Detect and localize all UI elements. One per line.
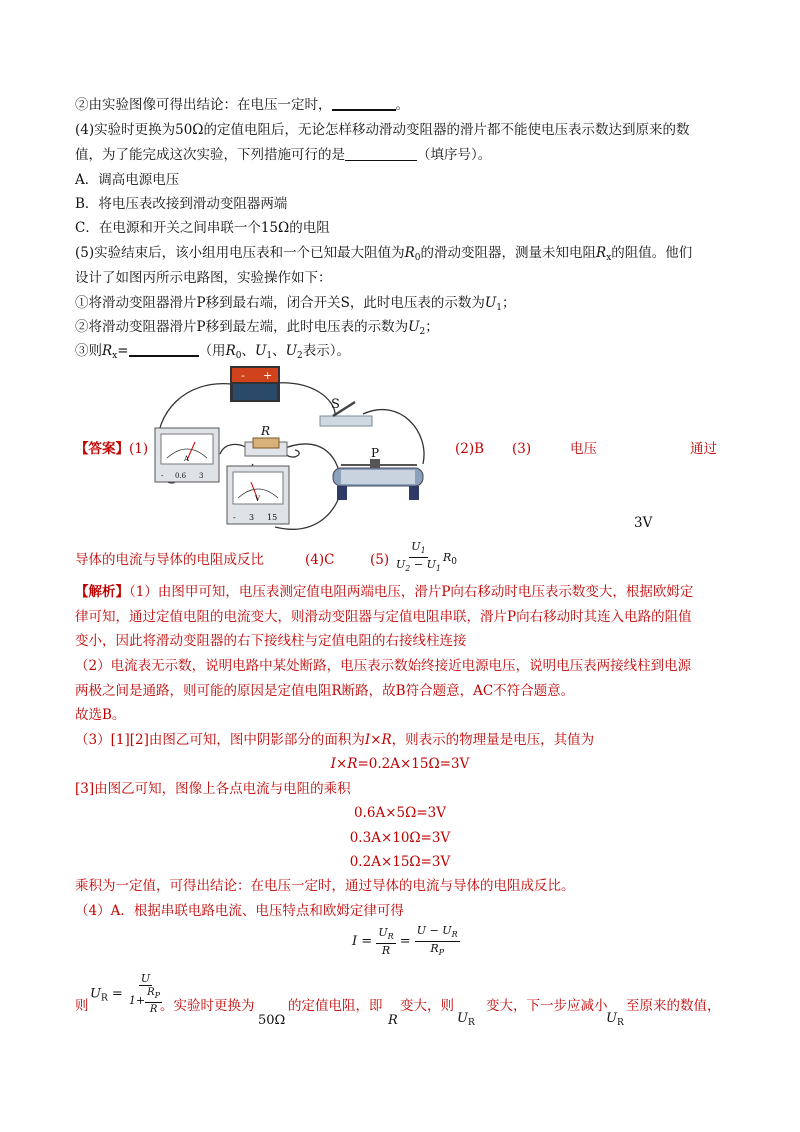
answer-part3: (3) <box>512 441 532 457</box>
voltmeter-tick: 15 <box>267 513 278 522</box>
ammeter-letter: A <box>184 455 190 463</box>
symbol-ur: $U_R$ <box>606 1011 624 1028</box>
answer-part2: (2)B <box>455 441 485 457</box>
battery-plus: + <box>263 369 273 382</box>
analysis-line4: （2）电流表无示数，说明电路中某处断路，电压表示数始终接近电源电压，说明电压表两接线柱到电源 <box>75 658 692 674</box>
symbol-u2: U <box>408 319 420 335</box>
step-text: （用 <box>198 343 226 359</box>
step-text: ③则 <box>75 343 102 359</box>
answer-blank[interactable] <box>332 109 396 111</box>
voltmeter-icon <box>227 466 289 524</box>
q5-step2 <box>75 318 439 341</box>
battery-icon <box>230 366 280 402</box>
answer-line <box>75 440 148 458</box>
q3-conclusion-line <box>75 96 409 114</box>
equation-3: 0.3A×10Ω=3V <box>349 830 451 846</box>
rheostat-icon <box>333 446 423 500</box>
answer-blank[interactable] <box>129 355 199 357</box>
analysis-line2: 律可知，通过定值电阻的电流变大，则滑动变阻器与定值电阻串联，滑片P向右移动时其连入电路的阻值 <box>75 609 692 625</box>
answer-through: 通过 <box>690 441 717 457</box>
switch-icon <box>320 397 372 426</box>
symbol-sub: x <box>112 351 118 361</box>
fraction: $\frac{U_1}{U_2 - U_1}$ <box>396 540 441 573</box>
q4-line2-tail: （填序号）。 <box>417 147 492 163</box>
analysis-line11-b: 。实验时更换为 <box>160 998 255 1014</box>
step-text: ①将滑动变阻器滑片P移到最右端，闭合开关S，此时电压表的示数为 <box>75 295 485 311</box>
q4-option-b: B．将电压表改接到滑动变阻器两端 <box>75 196 288 212</box>
analysis-line9: 乘积为一定值，可得出结论：在电压一定时，通过导体的电流与导体的电阻成反比。 <box>75 878 575 894</box>
analysis-text: （3）[1][2]由图乙可知，图中阴影部分的面积为 <box>75 732 365 748</box>
symbol-sub: 1 <box>496 303 502 313</box>
symbol-u2: U <box>285 343 297 359</box>
equation-2: 0.6A×5Ω=3V <box>354 805 446 821</box>
slider-label: P <box>371 446 380 460</box>
q5-step1 <box>75 294 515 317</box>
formula-ohm: I = $\frac{U_R}{R}$ = $\frac{U - U_R}{R_P}$ <box>352 924 458 957</box>
q4-line1: (4)实验时更换为50Ω的定值电阻后，无论怎样移动滑动变阻器的滑片都不能使电压表示数达到原来的数 <box>75 122 690 138</box>
voltmeter-tick: 3 <box>249 513 255 522</box>
ammeter-tick: - <box>161 472 164 480</box>
analysis-line11-f: 至原来的数值， <box>626 998 721 1014</box>
ammeter-tick: 3 <box>199 472 204 480</box>
analysis-line5: 两极之间是通路，则可能的原因是定值电阻R断路，故B符合题意，AC不符合题意。 <box>75 683 575 699</box>
q5-line1 <box>75 244 692 267</box>
voltmeter-letter: V <box>255 495 261 503</box>
answer-part1: (1) <box>129 441 149 457</box>
symbol-sub: 1 <box>420 546 426 555</box>
symbol-sub: 1 <box>435 564 441 573</box>
symbol-sub: 2 <box>419 327 426 337</box>
symbol-r0: R <box>404 245 415 261</box>
circuit-figure <box>145 362 445 532</box>
symbol-sub: 0 <box>235 351 242 361</box>
answer-part4: (4)C <box>305 552 335 568</box>
step-text: 表示）。 <box>302 343 350 359</box>
analysis-line10: （4）A．根据串联电路电流、电压特点和欧姆定律可得 <box>75 903 404 919</box>
equation-4: 0.2A×15Ω=3V <box>349 854 451 870</box>
q4-option-a: A．调高电源电压 <box>75 172 180 188</box>
symbol-u2: U <box>396 558 406 571</box>
analysis-line6: 故选B。 <box>75 707 126 723</box>
q5-text: 的阻值。他们 <box>611 245 693 261</box>
q5-text: (5)实验结束后，该小组用电压表和一个已知最大阻值为 <box>75 245 405 261</box>
step-text: ； <box>425 319 439 335</box>
formula-ur: $U_R$ = U 1+ $\frac{R_P}{R}$ <box>90 972 161 1015</box>
symbol-r: R <box>388 1013 398 1028</box>
q5-line2: 设计了如图丙所示电路图，实验操作如下： <box>75 270 332 286</box>
battery-minus: - <box>241 369 245 382</box>
switch-label: S <box>331 397 340 412</box>
symbol-sub: 2 <box>405 564 411 573</box>
analysis-line7: （3）[1][2]由图乙可知，图中阴影部分的面积为I×R，则表示的物理量是电压，其值为 <box>75 732 595 748</box>
voltmeter-tick: - <box>233 513 236 522</box>
analysis-line8: [3]由图乙可知，图像上各点电流与电阻的乘积 <box>75 781 351 797</box>
ammeter-tick: 0.6 <box>175 472 187 480</box>
symbol-r0: R <box>225 343 236 359</box>
equation-text: =0.2A×15Ω=3V <box>357 756 470 772</box>
symbol-ur: $U_R$ <box>457 1011 475 1028</box>
symbol-u1: U <box>411 540 421 553</box>
symbol-rx: R <box>596 245 607 261</box>
equation-1: I×R=0.2A×15Ω=3V <box>330 756 470 772</box>
symbol-rx: R <box>102 343 113 359</box>
answer-continued: 导体的电流与导体的电阻成反比 <box>75 552 264 568</box>
analysis-line11-start: 则 <box>75 998 89 1014</box>
resistor-label: R <box>261 424 271 438</box>
symbol-u1: U <box>254 343 267 359</box>
symbol-sub: 2 <box>296 351 303 361</box>
symbol-u1: U <box>426 558 436 571</box>
answer-3v: 3V <box>634 515 653 531</box>
answer-blank[interactable] <box>345 160 417 161</box>
answer-tag: 【答案】 <box>75 441 129 457</box>
symbol-sub: 0 <box>451 557 457 567</box>
step-text: 、 <box>241 343 255 359</box>
analysis-line11-e: 变大，下一步应减小 <box>486 998 608 1014</box>
answer-voltage: 电压 <box>570 441 597 457</box>
analysis-line11-d: 变大，则 <box>400 998 454 1014</box>
symbol-r0: R <box>442 551 452 564</box>
ammeter-icon <box>155 428 219 482</box>
analysis-tag: 【解析】 <box>75 584 129 600</box>
symbol-u1: U <box>484 295 497 311</box>
step-text: ②将滑动变阻器滑片P移到最左端，此时电压表的示数为 <box>75 319 409 335</box>
step-text: 、 <box>272 343 286 359</box>
answer-part5: (5) <box>370 552 390 568</box>
period: 。 <box>395 97 409 113</box>
symbol-sub: x <box>606 253 612 263</box>
value-50-ohm: 50Ω <box>258 1013 286 1028</box>
resistor-icon <box>245 424 287 456</box>
step-text: = <box>117 343 129 359</box>
analysis-line3: 变小，因此将滑动变阻器的右下接线柱与定值电阻的右接线柱连接 <box>75 633 467 649</box>
analysis-text: ，则表示的物理量是电压，其值为 <box>391 732 595 748</box>
q5-text: 的滑动变阻器，测量未知电阻 <box>420 245 597 261</box>
step-text: ； <box>501 295 516 311</box>
answer-formula <box>394 540 457 575</box>
q3-conclusion-text: ②由实验图像可得出结论：在电压一定时， <box>75 97 332 113</box>
analysis-text: （1）由图甲可知，电压表测定值电阻两端电压，滑片P向右移动时电压表示数变大，根据欧姆定 <box>129 584 694 600</box>
analysis-line1 <box>75 583 693 601</box>
analysis-line11-c: 的定值电阻，即 <box>288 998 383 1014</box>
symbol-sub: 1 <box>266 351 273 361</box>
q4-line2-text: 值，为了能完成这次实验，下列措施可行的是 <box>75 147 345 163</box>
q4-line2 <box>75 146 491 164</box>
symbol-sub: 0 <box>414 253 421 263</box>
q4-option-c: C．在电源和开关之间串联一个15Ω的电阻 <box>75 220 330 236</box>
